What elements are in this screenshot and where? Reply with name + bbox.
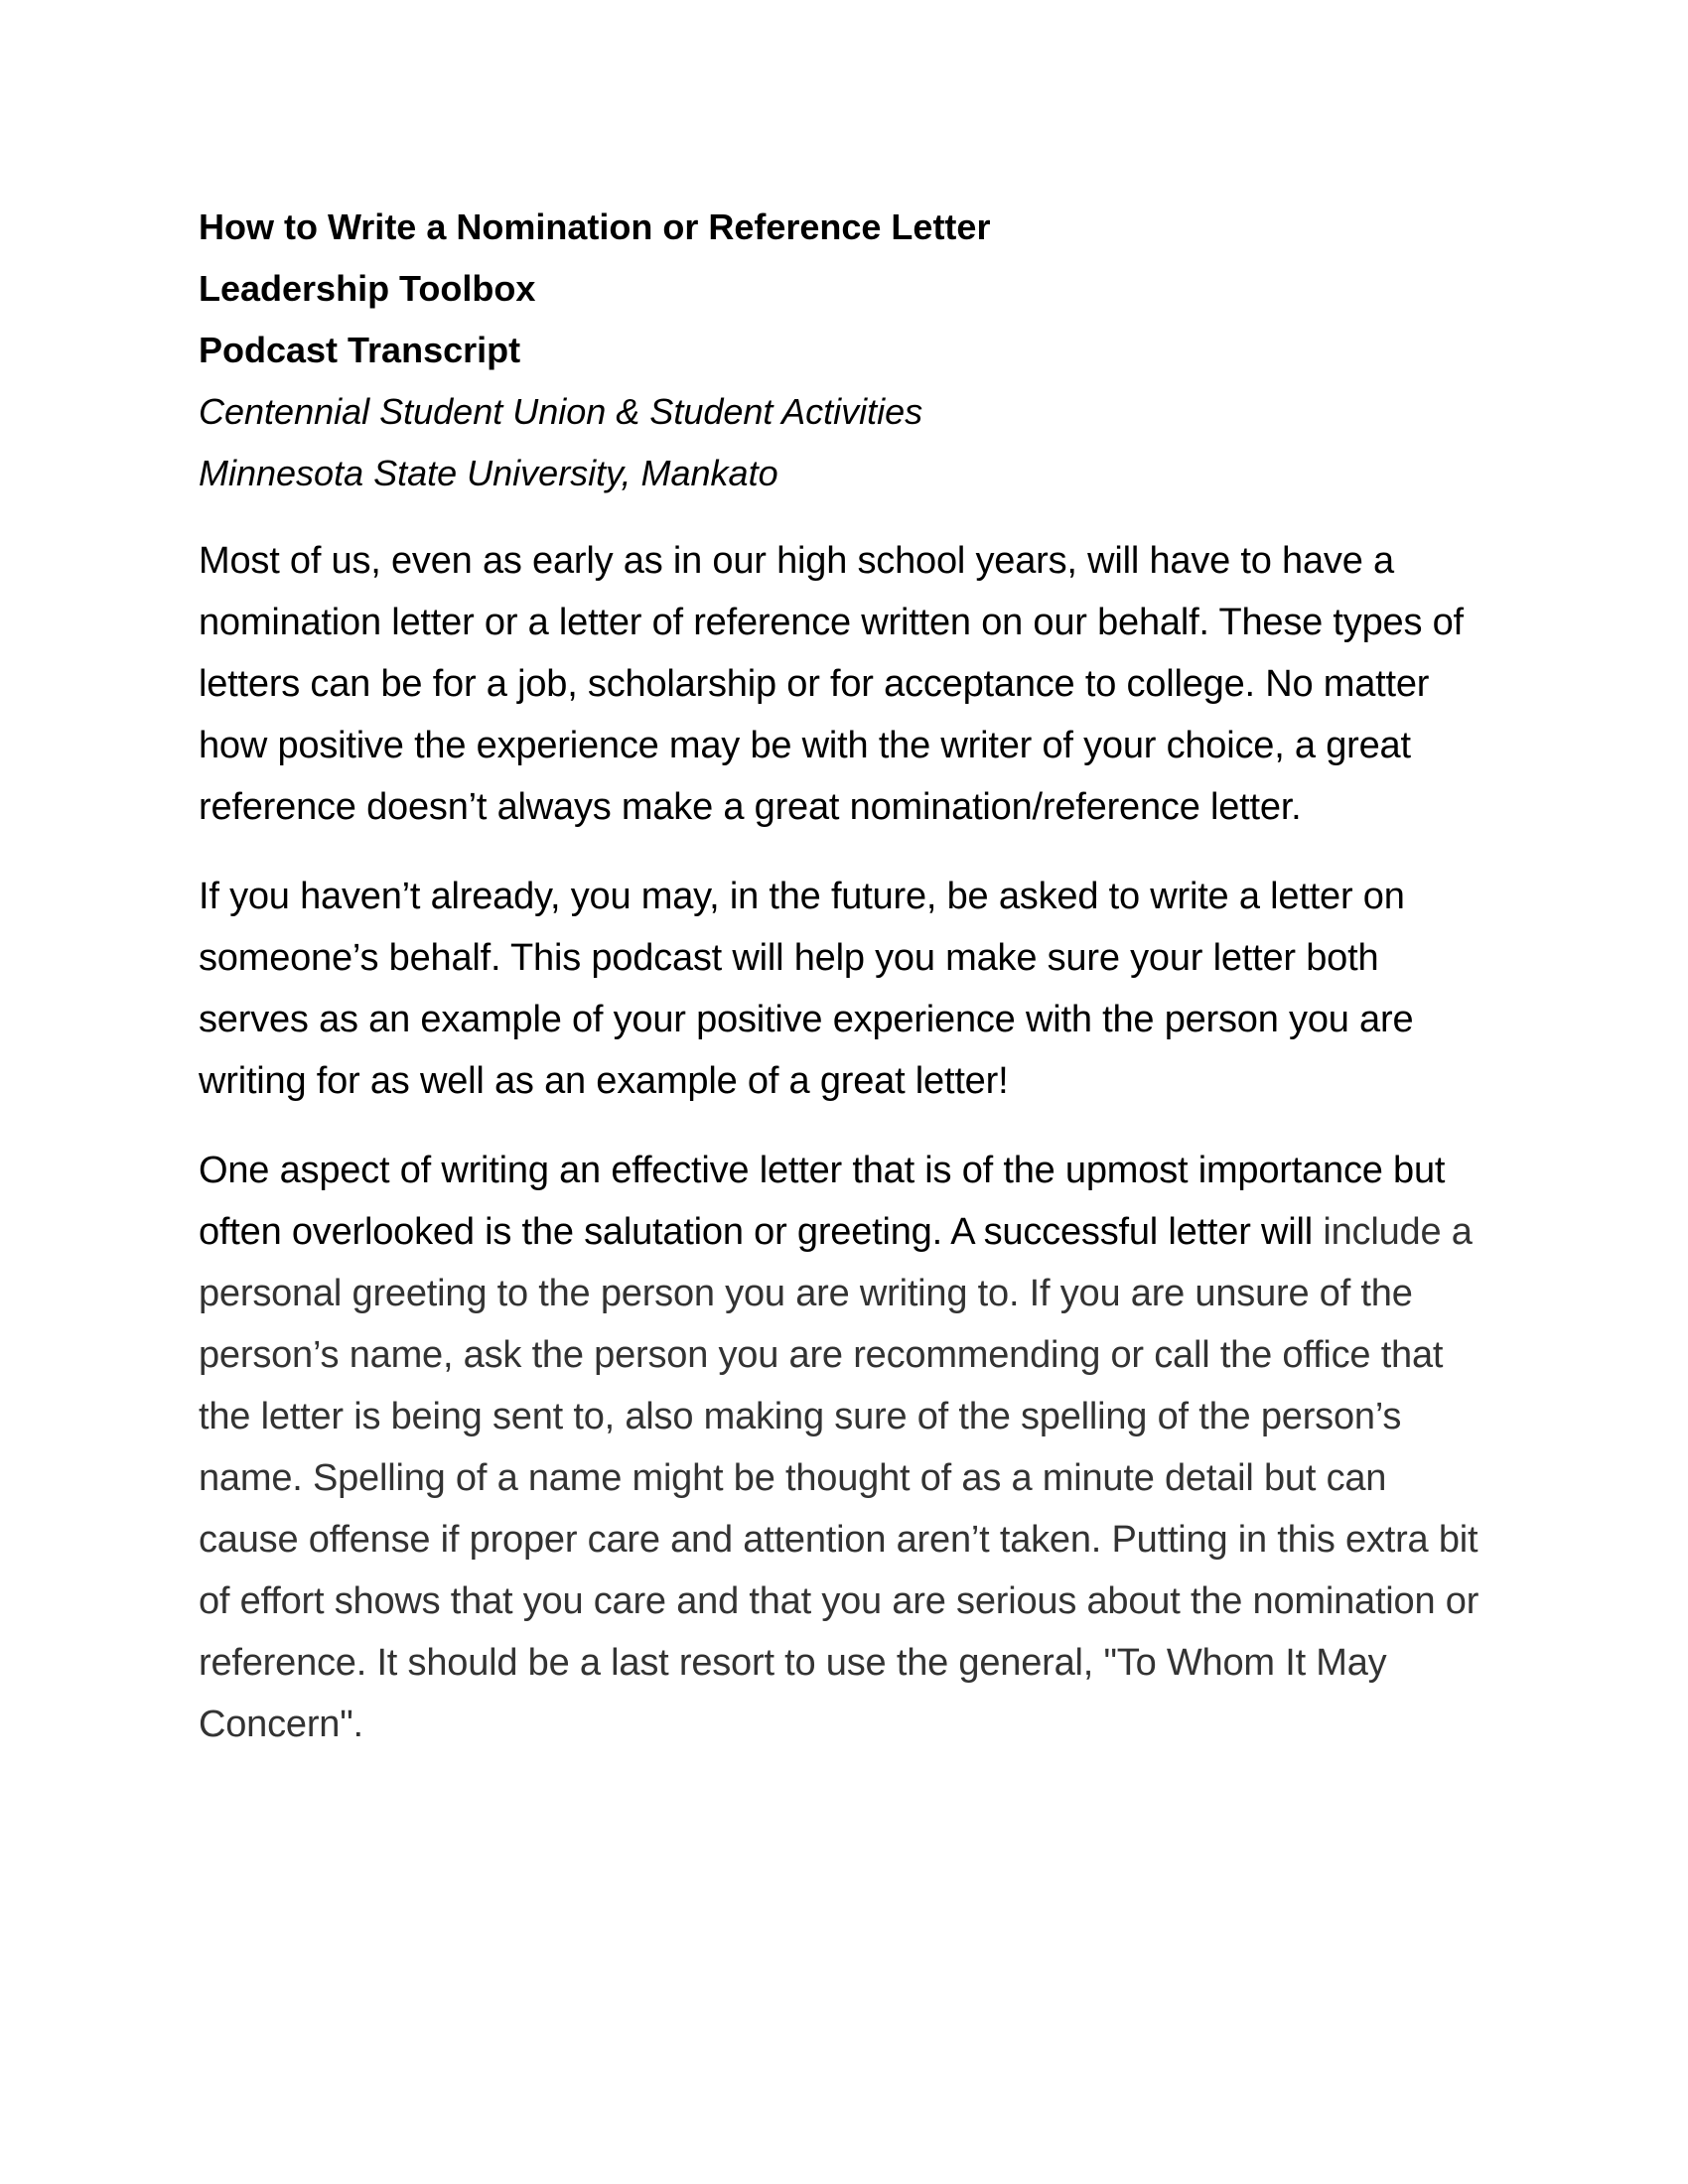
document-title: How to Write a Nomination or Reference Letter (199, 206, 991, 247)
paragraph-salutation-start: One aspect of writing an effective letter that is of the upmost importance but often overlooked is the salutation or greeting. A successful letter will (199, 1150, 1446, 1253)
department-name: Centennial Student Union & Student Activities (199, 391, 923, 432)
series-name: Leadership Toolbox (199, 268, 536, 309)
institution-name: Minnesota State University, Mankato (199, 453, 778, 493)
paragraph-salutation-rest: include a personal greeting to the person you are writing to. If you are unsure of the person’s name, ask the person you are recommending or call the office that the letter is being sent to, also making sure of the spelling of the person’s name. Spelling of a name might be thought of as a minute detail but can cause offense if proper care and attention aren’t taken. Putting in this extra bit of effort shows that you care and that you are serious about the nomination or reference. It should be a last resort to use the general, "To Whom It May Concern". (199, 1211, 1479, 1745)
paragraph-podcast-purpose: If you haven’t already, you may, in the future, be asked to write a letter on someone’s behalf. This podcast will help you make sure your letter both serves as an example of your positive experience with the person you are writing for as well as an example of a great letter! (199, 876, 1414, 1102)
paragraph-intro: Most of us, even as early as in our high school years, will have to have a nomination letter or a letter of reference written on our behalf. These types of letters can be for a job, scholarship or for acceptance to college. No matter how positive the experience may be with the writer of your choice, a great reference doesn’t always make a great nomination/reference letter. (199, 540, 1464, 828)
document-type: Podcast Transcript (199, 330, 521, 370)
document-content (199, 197, 1489, 1783)
paragraph-salutation (199, 1140, 1489, 1755)
document-header (199, 197, 1489, 504)
